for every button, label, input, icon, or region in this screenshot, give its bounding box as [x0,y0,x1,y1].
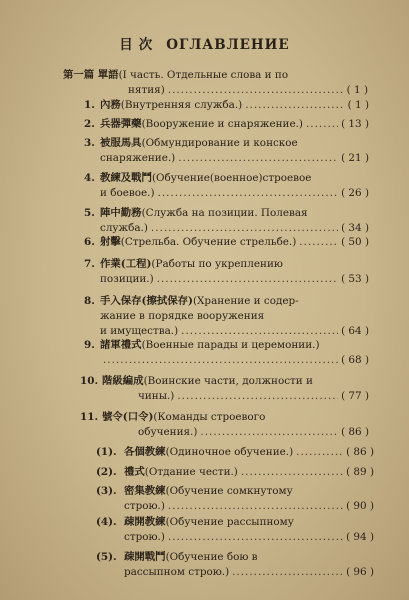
entry-title-cont: служба.) [100,222,148,234]
entry-number: (1). [96,446,117,458]
title-ru: ОГЛАВЛЕНИЕ [166,37,290,53]
entry-zh: 疎開戰鬥 [124,551,166,563]
entry-title: (Обучение сомкнутому [165,485,293,497]
entry-title: (Команды строевого [153,411,266,423]
entry-zh: 禮式 [124,466,145,478]
entry-number: 2. [84,118,95,130]
part-text-2: нятия) [128,84,165,96]
entry-zh: 密集教練 [124,485,166,497]
toc-entry [84,117,369,132]
entry-number: 3. [84,137,95,149]
page-number: ( 77 ) [341,390,369,402]
toc-entry [84,235,369,250]
entry-zh: 手入保存(擦拭保存) [100,295,193,307]
entry-number: (2). [96,466,117,478]
entry-title: (Военные парады и церемонии.) [141,339,320,351]
entry-zh: 內務 [100,99,121,111]
page-number: ( 50 ) [341,236,369,248]
entry-number: 8. [84,295,95,307]
page-number: ( 86 ) [346,446,374,458]
page-number: ( 89 ) [346,466,374,478]
toc-part [63,68,368,98]
entry-title-cont: снаряжение.) [100,152,176,164]
entry-zh: 諸軍禮式 [100,339,142,351]
page-number: ( 94 ) [346,531,374,543]
entry-zh: 被服馬具 [100,137,142,149]
entry-title: (Воинские части, должности и [143,375,313,387]
toc-entry [84,338,369,368]
entry-number: 4. [84,172,95,184]
entry-title: (Внутренняя служба.) [120,99,243,111]
toc-entry [84,257,369,287]
entry-title-cont: рассыпном строю.) [124,566,230,578]
title-zh: 目次 [119,37,159,53]
part-text: (I часть. Отдельные слова и по [118,69,289,81]
entry-title: (Обучение рассыпному [165,516,294,528]
entry-title-cont: строю.) [124,531,165,543]
entry-zh: 階級編成 [102,375,144,387]
toc-subentry [96,484,374,514]
page-number: ( 21 ) [341,152,369,164]
toc-entry [84,136,369,166]
entry-zh: 作業(工程) [100,258,152,270]
toc-subentry [96,515,374,545]
entry-number: 5. [84,207,95,219]
toc-entry [84,98,369,113]
entry-title: (Обучение(военное)строевое [151,172,312,184]
page-number: ( 96 ) [346,566,374,578]
entry-zh: 疎開教練 [124,516,166,528]
page-number: ( 64 ) [341,325,369,337]
page-number: ( 13 ) [341,118,369,130]
entry-number: 1. [84,99,95,111]
entry-title-cont: обучения.) [138,426,198,438]
part-label: 第一篇 單語 [63,69,119,81]
page-number: ( 86 ) [341,426,369,438]
entry-title-cont: и имущества.) [100,325,179,337]
entry-title-cont: чины.) [138,390,175,402]
page-number: ( 53 ) [341,273,369,285]
toc-entry [84,294,369,339]
entry-number: 9. [84,339,95,351]
entry-zh: 教練及戰鬥 [100,172,152,184]
entry-title: (Обмундирование и конское [141,137,298,149]
toc-entry [84,206,369,236]
entry-number: 6. [84,236,95,248]
entry-zh: 陣中勤務 [100,207,142,219]
entry-title: (Работы по укреплению [151,258,283,270]
entry-title-cont: строю.) [124,500,165,512]
toc-entry [84,171,369,201]
toc-subentry [96,550,374,580]
entry-number: (5). [96,551,117,563]
entry-number: 7. [84,258,95,270]
entry-title: (Стрельба. Обучение стрельбе.) [120,236,297,248]
entry-zh: 兵器彈藥 [100,118,142,130]
entry-title: (Одиночное обучение.) [165,446,294,458]
page-number: ( 1 ) [346,84,368,96]
entry-number: (4). [96,516,117,528]
entry-title-cont: жание в порядке вооружения [100,310,265,322]
page-number: ( 26 ) [341,187,369,199]
entry-zh: 號令(口令) [102,411,154,423]
entry-zh: 各個教練 [124,446,166,458]
entry-title: (Обучение бою в [165,551,258,563]
page-number: ( 1 ) [347,99,369,111]
page-number: ( 68 ) [341,354,369,366]
entry-title-cont: позиции.) [100,273,154,285]
entry-title-cont: и боевое.) [100,187,155,199]
entry-zh: 射擊 [100,236,121,248]
toc-subentry [96,465,374,480]
toc-entry [80,374,369,404]
toc-entry [80,410,369,440]
entry-number: 11. [80,411,99,423]
page-number: ( 34 ) [341,222,369,234]
entry-title: (Служба на позиции. Полевая [141,207,308,219]
entry-number: (3). [96,485,117,497]
entry-title: (Хранение и содер- [192,295,299,307]
page-number: ( 90 ) [346,500,374,512]
toc-subentry [96,445,374,460]
entry-number: 10. [80,375,99,387]
entry-title: (Отдание чести.) [144,466,238,478]
entry-title: (Вооружение и снаряжение.) [141,118,303,130]
